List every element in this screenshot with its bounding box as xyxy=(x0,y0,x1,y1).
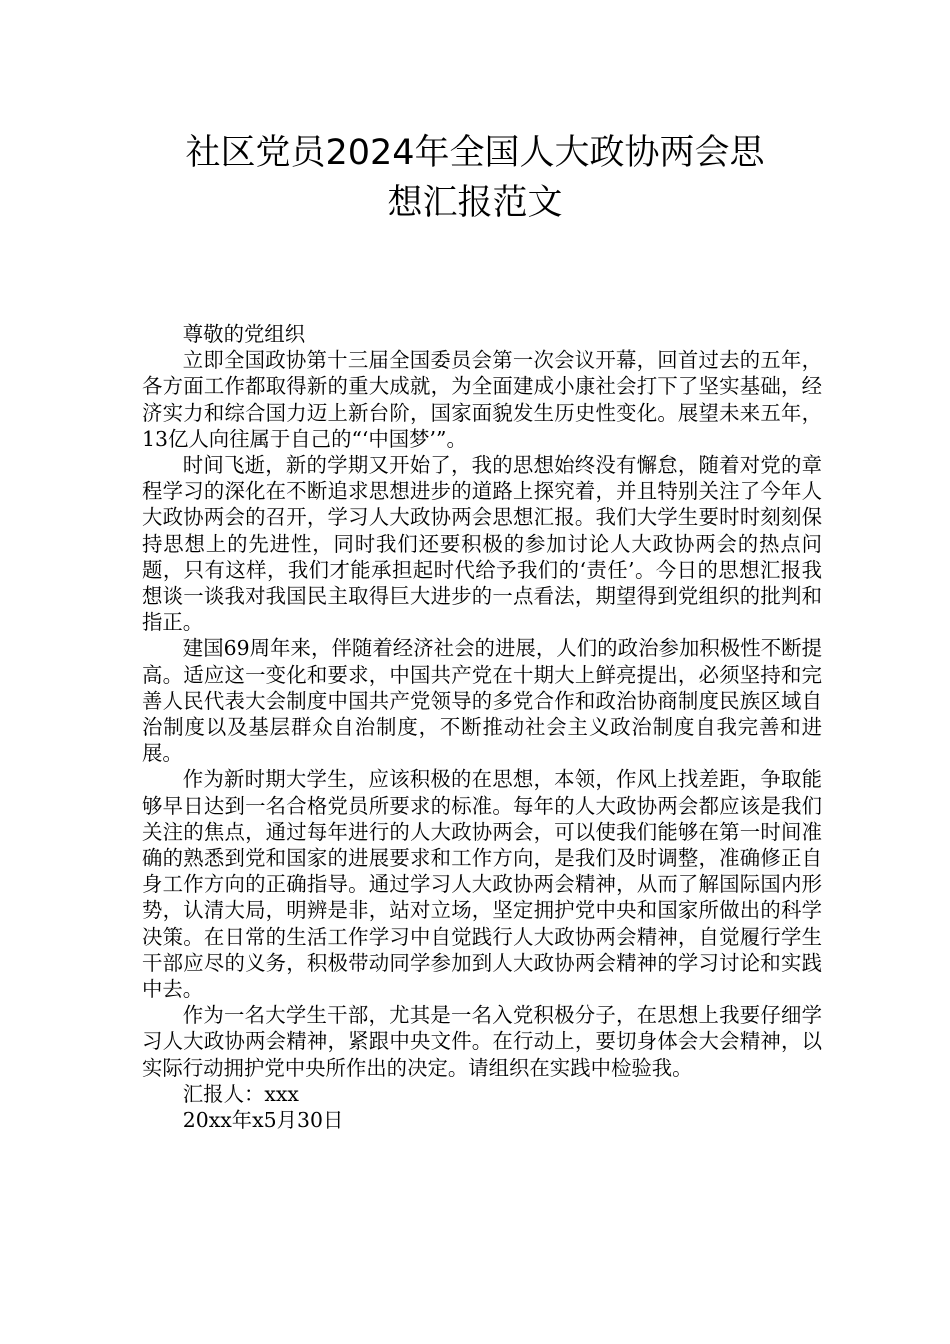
paragraph-1: 立即全国政协第十三届全国委员会第一次会议开幕，回首过去的五年，各方面工作都取得新的重大成就，为全面建成小康社会打下了坚实基础，经济实力和综合国力迈上新台阶，国家面貌发生历史性变化。展望未来五年，13亿人向往属于自己的“‘中国梦’”。 xyxy=(142,348,822,451)
document-title xyxy=(120,128,830,228)
paragraph-4: 作为新时期大学生，应该积极的在思想，本领，作风上找差距，争取能够早日达到一名合格党员所要求的标准。每年的人大政协两会都应该是我们关注的焦点，通过每年进行的人大政协两会，可以使我们能够在第一时间准确的熟悉到党和国家的进展要求和工作方向，是我们及时调整，准确修正自身工作方向的正确指导。通过学习人大政协两会精神，从而了解国际国内形势，认清大局，明辨是非，站对立场，坚定拥护党中央和国家所做出的科学决策。在日常的生活工作学习中自觉践行人大政协两会精神，自觉履行学生干部应尽的义务，积极带动同学参加到人大政协两会精神的学习讨论和实践中去。 xyxy=(142,767,822,1002)
report-date: 20xx年x5月30日 xyxy=(182,1108,344,1133)
paragraph-5: 作为一名大学生干部，尤其是一名入党积极分子，在思想上我要仔细学习人大政协两会精神，紧跟中央文件。在行动上，要切身体会大会精神，以实际行动拥护党中央所作出的决定。请组织在实践中检验我。 xyxy=(142,1003,822,1080)
document-body xyxy=(142,321,822,1133)
salutation: 尊敬的党组织 xyxy=(182,322,306,346)
title-line-2: 想汇报范文 xyxy=(387,183,563,223)
reporter-signature: 汇报人：xxx xyxy=(182,1081,299,1106)
paragraph-3: 建国69周年来，伴随着经济社会的进展，人们的政治参加积极性不断提高。适应这一变化和要求，中国共产党在十期大上鲜亮提出，必须坚持和完善人民代表大会制度中国共产党领导的多党合作和政治协商制度民族区域自治制度以及基层群众自治制度，不断推动社会主义政治制度自我完善和进展。 xyxy=(142,636,822,766)
title-line-1: 社区党员2024年全国人大政协两会思 xyxy=(185,133,765,173)
paragraph-2: 时间飞逝，新的学期又开始了，我的思想始终没有懈怠，随着对党的章程学习的深化在不断追求思想进步的道路上探究着，并且特别关注了今年人大政协两会的召开，学习人大政协两会思想汇报。我们大学生要时时刻刻保持思想上的先进性，同时我们还要积极的参加讨论人大政协两会的热点问题，只有这样，我们才能承担起时代给予我们的‘责任’。今日的思想汇报我想谈一谈我对我国民主取得巨大进步的一点看法，期望得到党组织的批判和指正。 xyxy=(142,453,822,635)
